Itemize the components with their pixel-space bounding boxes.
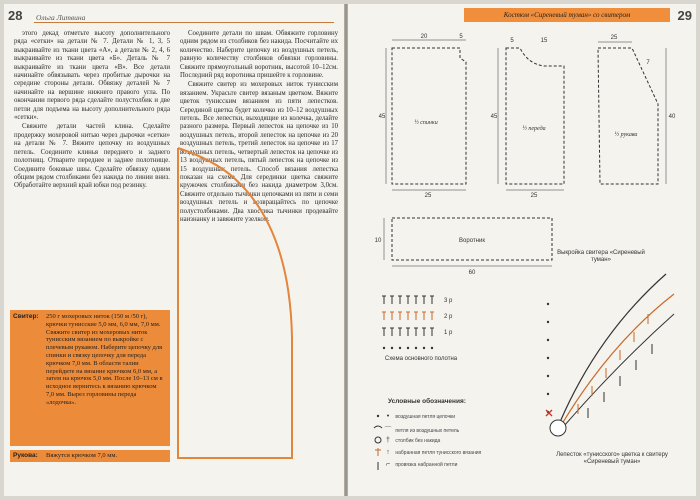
front-top-dim: 5 — [510, 38, 514, 44]
stitch-symbol-icon: ⌒ — [384, 427, 392, 434]
stitch-symbol-icon: • — [386, 413, 390, 420]
row-label: 3 р — [444, 298, 453, 304]
collar-label: Воротник — [459, 238, 485, 244]
paragraph: Соедините детали по швам. Обвяжите горловину одним рядом из столбиков без накида. Посчитайте их количество. Наберите цепочку из воздушных петель, равную количеству столбиков обвязки горловины. Свяжите прямоугольный воротник, высотой 10–12см. Последний ряд воротника пришейте к горловине. — [180, 30, 338, 80]
sleeve-bottom-dim: 7 — [646, 60, 650, 66]
sleeve-text: Вяжутся крючком 7,0 мм. — [46, 452, 118, 459]
left-page-number: 28 — [8, 8, 23, 23]
back-pattern — [379, 34, 466, 199]
stitch-scheme — [382, 296, 453, 349]
legend-title: Условные обозначения: — [388, 398, 466, 405]
sleeve-pattern — [598, 35, 676, 184]
collar-height-dim: 10 — [374, 238, 382, 244]
front-label: ½ переда — [522, 126, 546, 132]
front-neck-dim: 25 — [530, 193, 538, 199]
legend-symbols — [374, 415, 382, 470]
sleeve-box — [10, 450, 170, 462]
back-side-dim: 5 — [459, 34, 463, 40]
materials-text: 250 г мохеровых ниток (150 м /50 г), крючки тунисские 5,0 мм, 6,0 мм, 7,0 мм. Свяжите свитер из мохеровых ниток тунисским вязанием по выкройке с плечевым рукавом. Наберите цепочку для спинки и связку цепочку для переда крючком 7,0 мм. В области талии перейдите на вязание крючком 6,0 мм, а затем на крючок 5,0 мм. После 10–13 см в исходное вернитесь к вязанию крючком 7,0 мм. Вырез горловины переда «лодочка». — [46, 313, 163, 406]
right-page-number: 29 — [677, 8, 692, 23]
sleeve-label: ½ рукава — [614, 132, 638, 138]
collar-width-dim: 60 — [468, 270, 476, 276]
petal-caption: Лепесток «тунисского» цветка к свитеру «Сиреневый туман» — [556, 452, 668, 465]
row-label: 1 р — [444, 330, 453, 336]
author-name: Ольга Литвина — [36, 13, 86, 22]
legend-item: † столбик без накида — [382, 437, 440, 444]
front-shoulder-dim: 15 — [540, 38, 548, 44]
paragraph: Свяжите детали частей клина. Сделайте продержку мохеровой нитью через дырочки «сетки» на детали № 7. Вяжите цепочку из воздушных петель. Соедините клинья переднего и заднего полотнищ. Отварите переднее и заднее полотнище. Соедините боковые швы. Сделайте обвязку одним общим рядом столбиками без накида по линии вниз. Обработайте верхний край юбки под резинку. — [14, 123, 170, 190]
materials-box — [10, 310, 170, 446]
header-rule — [34, 22, 334, 23]
sleeve-label: Рукова: — [13, 452, 38, 459]
legend-item: ⌒ петля из воздушных петель — [382, 425, 459, 435]
back-label: ½ спинки — [414, 120, 438, 126]
front-pattern — [491, 38, 564, 199]
back-bottom-dim: 25 — [424, 193, 432, 199]
stitch-symbol-icon: ⌐ — [385, 461, 391, 468]
front-height-dim: 45 — [490, 114, 498, 120]
sleeve-top-dim: 25 — [610, 35, 618, 41]
chapter-header: Костюм «Сиреневый туман» со свитером — [464, 8, 670, 22]
legend-item: ⌐ провязка набранной петли — [382, 461, 457, 468]
stitch-symbol-icon: † — [386, 437, 390, 444]
legend-item: • воздушная петля цепочки — [382, 413, 455, 420]
pattern-caption: Выкройка свитера «Сиреневый туман» — [557, 250, 645, 263]
petal-diagram — [546, 274, 674, 436]
scheme-caption: Схема основного полотна — [384, 356, 458, 362]
materials-label: Свитер: — [13, 313, 39, 320]
sleeve-length-dim: 40 — [668, 114, 676, 120]
paragraph: этого декад отметьте высоту дополнительного ряда «сетки» на детали № 7. Детали № 1, 3, 5 выкраивайте из ткани цвета «А», а детали № 2, 4, 6 выкраивайте из ткани цвета «Б». Деталь № 7 выкраивайте из ткани цвета «В». Все детали начинайте обвязывать через пробитые дырочки на середине стороны детали. Обвязку деталей № 7 начинайте на вершине нижнего правого угла. По окончании первого ряда сделайте полустолбик и две петли для подъема на высоту дополнительного ряда «сетки». — [14, 30, 170, 122]
right-page — [348, 4, 696, 496]
decorative-outline — [174, 138, 304, 468]
legend-item: ↑ набранная петля тунисского вязания — [382, 449, 481, 456]
paragraph: Свяжите свитер из мохеровых ниток тунисским вязанием. Украсьте свитер вязаным цветком. Вяжите цветок тунисским вязанием из пяти лепестков. Серединой цветка будет колечко из 10–12 воздушных петель. Все лепестки, выходящие из колечка, делайте разного размера. Первый лепесток на цепочке из 10 воздушных петель, второй лепесток на цепочке из 20 воздушных петель, третий лепесток на цепочке из 17 воздушных петель, четвертый лепесток на цепочке из 13 воздушных петель, пятый лепесток на цепочке из 15 воздушных петель. Способ вязания лепестка показан на схеме. Для серединки цветка свяжите кружочек столбиками без накида диаметром 3,0см. Свяжите отдельно тычинки цепочками из пяти и семи воздушных петель и возвращайтесь по цепочке полустолбиками. Два хвостика тычинки продевайте наизнанку и завяжите узелком. — [180, 81, 338, 223]
left-page — [4, 4, 344, 496]
stitch-symbol-icon: ↑ — [386, 449, 390, 456]
back-top-dim: 20 — [420, 34, 428, 40]
back-height-dim: 45 — [378, 114, 386, 120]
text-column-1 — [14, 30, 170, 192]
collar-pattern — [375, 218, 552, 276]
row-label: 2 р — [444, 314, 453, 320]
